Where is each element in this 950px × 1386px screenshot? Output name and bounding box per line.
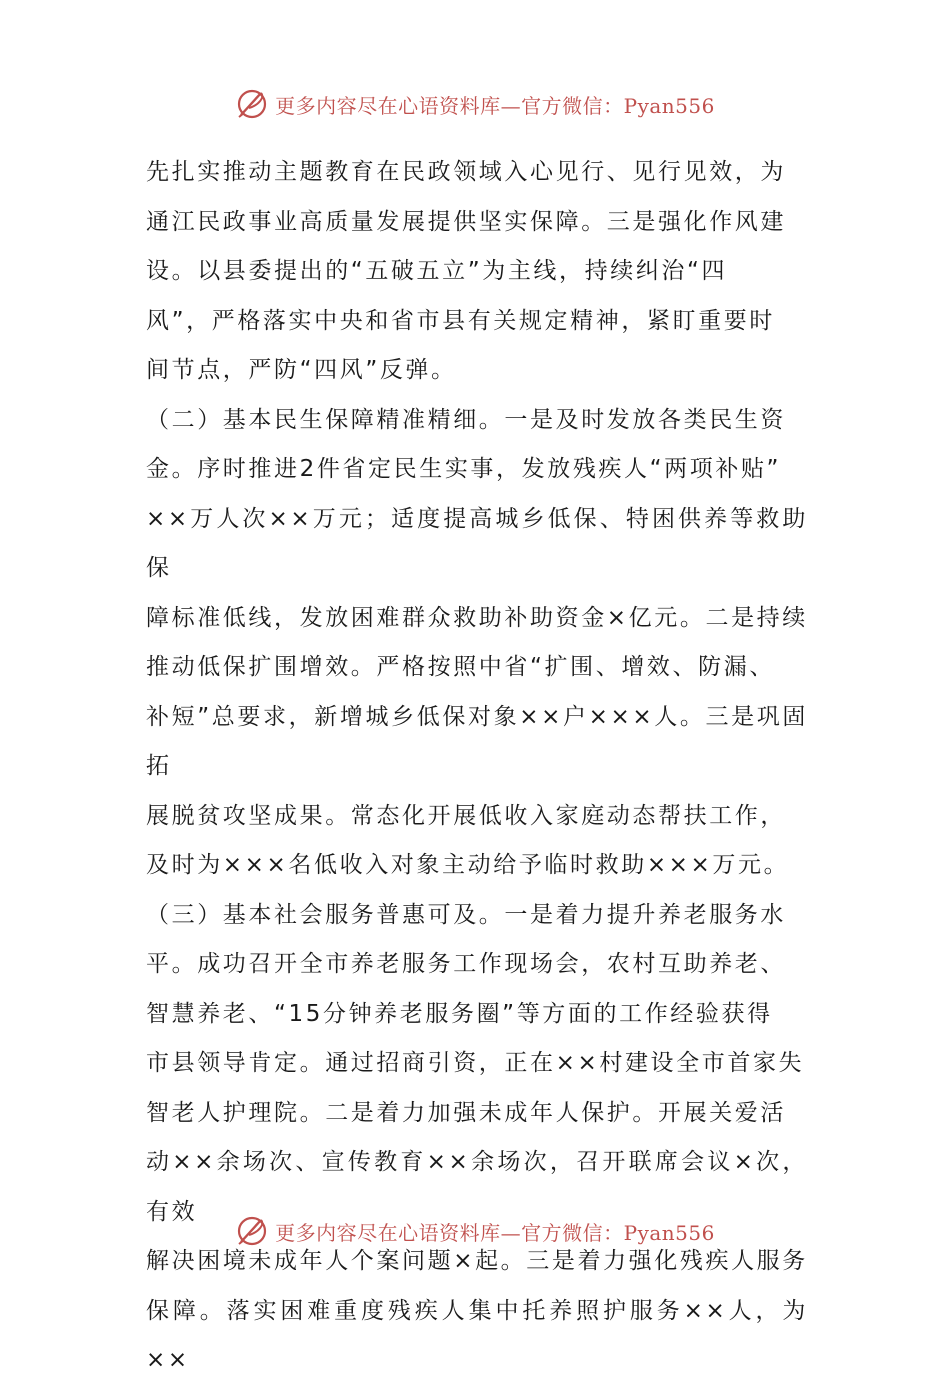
footer-banner <box>0 1211 950 1251</box>
quill-logo-icon <box>235 87 269 121</box>
header-banner-text: 更多内容尽在心语资料库—官方微信：Pyan556 <box>275 93 715 118</box>
paragraph-continuation: 先扎实推动主题教育在民政领域入心见行、见行见效，为 通江民政事业高质量发展提供坚实保障。三是强化作风建 设。以县委提出的“五破五立”为主线，持续纠治“四 风”，严格落实中央和省市县有关规定精神，紧盯重要时 间节点，严防“四风”反弹。 <box>146 159 786 383</box>
header-banner <box>0 84 950 124</box>
footer-banner-text: 更多内容尽在心语资料库—官方微信：Pyan556 <box>275 1220 715 1245</box>
paragraph-section-3: （三）基本社会服务普惠可及。一是着力提升养老服务水 平。成功召开全市养老服务工作现场会，农村互助养老、 智慧养老、“15分钟养老服务圈”等方面的工作经验获得 市县领导肯定。通过招商引资，正在××村建设全市首家失 智老人护理院。二是着力加强未成年人保护。开展关爱活 动××余场次、宣传教育××余场次，召开联席会议×次，有效 解决困境未成年人个案问题×起。三是着力强化残疾人服务 保障。落实困难重度残疾人集中托养照护服务××人，为×× <box>146 901 808 1373</box>
paragraph-section-2: （二）基本民生保障精准精细。一是及时发放各类民生资 金。序时推进2件省定民生实事，发放残疾人“两项补贴” ××万人次××万元；适度提高城乡低保、特困供养等救助保 障标准低线，发放困难群众救助补助资金×亿元。二是持续 推动低保扩围增效。严格按照中省“扩围、增效、防漏、 补短”总要求，新增城乡低保对象××户×××人。三是巩固拓 展脱贫攻坚成果。常态化开展低收入家庭动态帮扶工作， 及时为×××名低收入对象主动给予临时救助×××万元。 <box>146 406 808 878</box>
document-body <box>146 148 808 1386</box>
quill-logo-icon <box>235 1214 269 1248</box>
